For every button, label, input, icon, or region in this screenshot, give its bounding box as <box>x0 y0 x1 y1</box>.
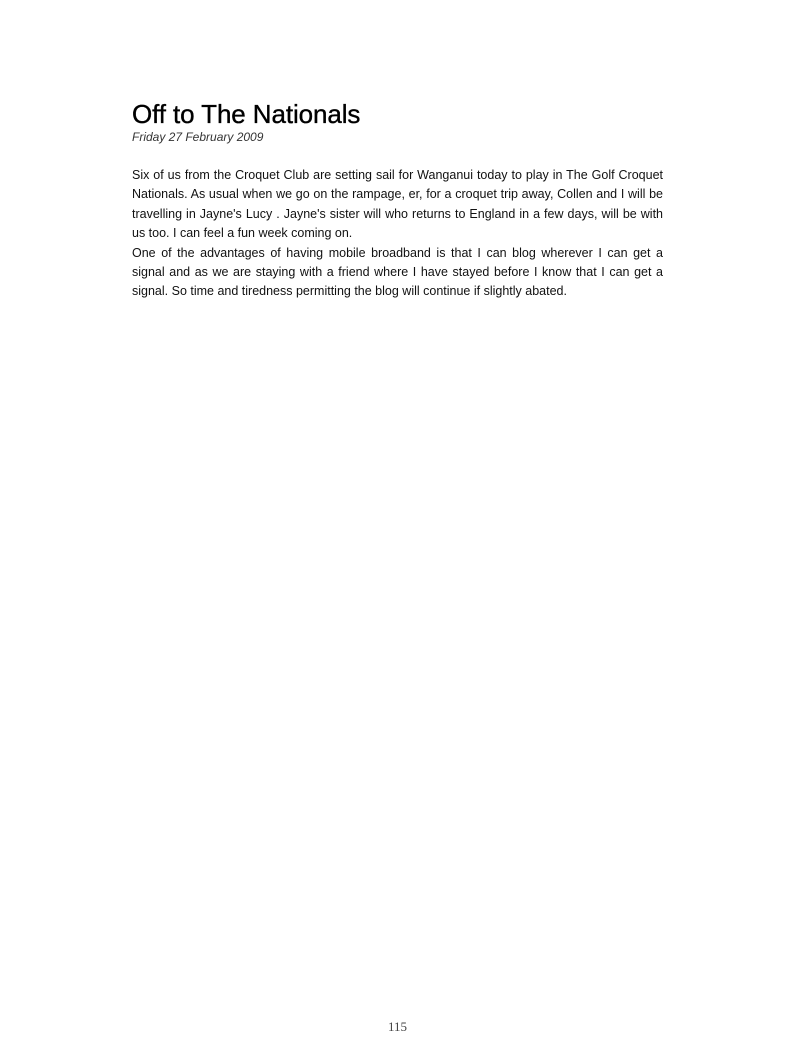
post-paragraph: Six of us from the Croquet Club are setting sail for Wanganui today to play in The Golf Croquet Nationals. As usual when we go on the rampage, er, for a croquet trip away, Collen and I will be travelling in Jayne's Lucy . Jayne's sister will who returns to England in a few days, will be with us too. I can feel a fun week coming on. <box>132 168 663 241</box>
page-number: 115 <box>387 1019 408 1034</box>
blog-post <box>132 98 663 302</box>
post-date: Friday 27 February 2009 <box>132 130 264 144</box>
post-paragraph: One of the advantages of having mobile broadband is that I can blog wherever I can get a signal and as we are staying with a friend where I have stayed before I know that I can get a signal. So time and tiredness permitting the blog will continue if slightly abated. <box>132 245 663 299</box>
post-body <box>132 166 663 302</box>
post-title: Off to The Nationals <box>132 99 361 129</box>
